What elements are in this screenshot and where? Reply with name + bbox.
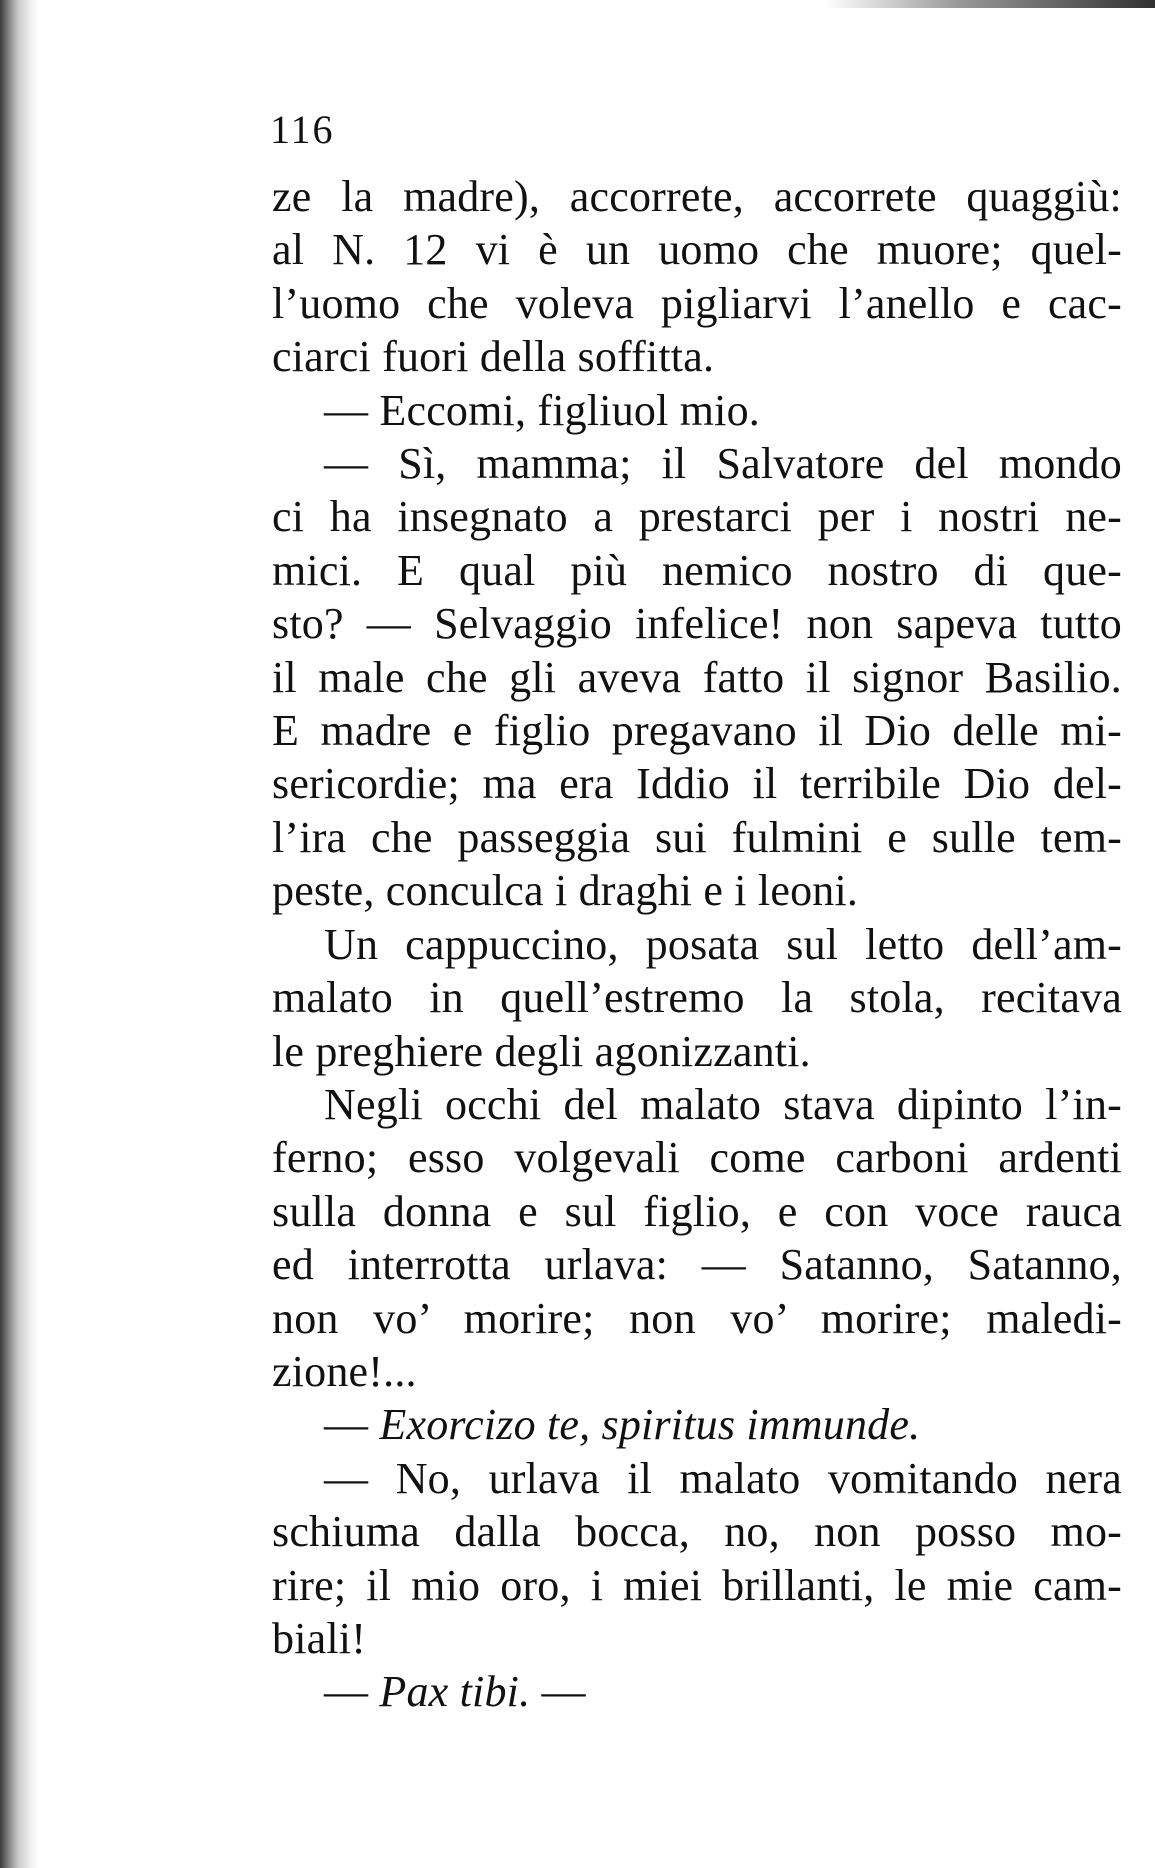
text-line: le preghiere degli agonizzanti.: [272, 1026, 811, 1076]
text-line: — Eccomi, figliuol mio.: [324, 385, 760, 435]
text-line: il male che gli aveva fatto il signor Basilio.: [272, 652, 1122, 702]
text-line: — Pax tibi. —: [324, 1667, 586, 1717]
text-line: ciarci fuori della soffitta.: [272, 332, 715, 382]
text-line: — No, urlava il malato vomitando nera: [324, 1453, 1122, 1503]
text-line: ci ha insegnato a prestarci per i nostri ne-: [272, 492, 1122, 542]
text-line: mici. E qual più nemico nostro di que-: [272, 545, 1122, 595]
text-line: non vo’ morire; non vo’ morire; maledi-: [272, 1293, 1122, 1343]
text-line: E madre e figlio pregavano il Dio delle mi-: [272, 706, 1122, 756]
text-line: sto? — Selvaggio infelice! non sapeva tutto: [272, 599, 1122, 649]
text-line: zione!...: [272, 1346, 417, 1396]
text-line: ze la madre), accorrete, accorrete quaggiù:: [272, 172, 1122, 221]
text-line: rire; il mio oro, i miei brillanti, le mie cam-: [272, 1560, 1122, 1610]
text-line: — Exorcizo te, spiritus immunde.: [324, 1400, 921, 1450]
text-line: l’uomo che voleva pigliarvi l’anello e cac-: [272, 278, 1122, 328]
italic-latin-phrase: Pax tibi.: [379, 1667, 531, 1717]
text-line: Un cappuccino, posata sul letto dell’am-: [324, 919, 1122, 969]
text-line: l’ira che passeggia sui fulmini e sulle tem-: [272, 812, 1122, 862]
page-number: 116: [270, 107, 335, 152]
text-line: — Sì, mamma; il Salvatore del mondo: [324, 439, 1122, 489]
book-spine-shadow: [0, 0, 40, 1868]
text-line: sericordie; ma era Iddio il terribile Dio del-: [272, 759, 1122, 809]
text-line: malato in quell’estremo la stola, recitava: [272, 973, 1122, 1023]
italic-latin-phrase: Exorcizo te, spiritus immunde.: [379, 1400, 921, 1450]
page-text-block: [272, 170, 1122, 1719]
text-line: ferno; esso volgevali come carboni ardenti: [272, 1133, 1122, 1183]
text-line: peste, conculca i draghi e i leoni.: [272, 866, 859, 916]
text-line: Negli occhi del malato stava dipinto l’in-: [324, 1079, 1122, 1129]
text-line: ed interrotta urlava: — Satanno, Satanno,: [272, 1240, 1122, 1290]
top-edge-mark: [825, 0, 1155, 8]
text-line: al N. 12 vi è un uomo che muore; quel-: [272, 225, 1122, 275]
text-line: schiuma dalla bocca, no, non posso mo-: [272, 1507, 1122, 1557]
text-line: sulla donna e sul figlio, e con voce rauca: [272, 1186, 1122, 1236]
text-line: biali!: [272, 1613, 367, 1663]
